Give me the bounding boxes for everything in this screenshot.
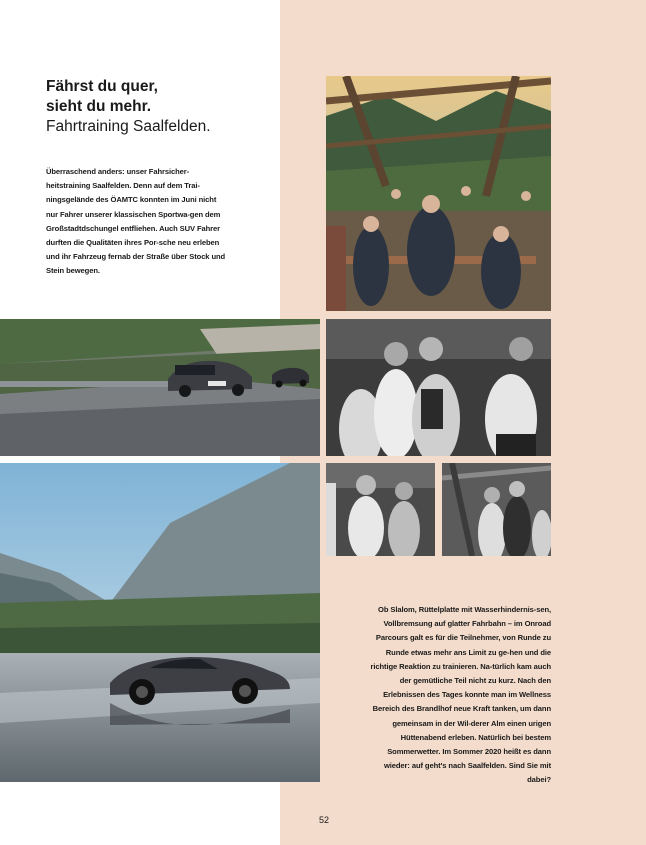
photo-guests-celebrating-bw [326,463,435,556]
headline-line-1: Fährst du quer, [46,78,158,95]
photo-porsche-911-wet-track [0,463,320,782]
photo-men-in-lederhosen-bw [326,319,551,456]
photo-couple-at-hut-bw [442,463,551,556]
photo-porsche-gt3-on-road [0,319,320,456]
page-number: 52 [318,815,329,825]
body-paragraph: Ob Slalom, Rüttelplatte mit Wasserhindernis-sen, Vollbremsung auf glatter Fahrbahn – im Onroad Parcours galt es für die Teilnehmer, von Runde zu Runde etwas mehr ans Limit zu ge-hen und die richtige Reaktion zu trainieren. Na-türlich kam auch der gemütliche Teil nicht zu kurz. Nach den Erlebnissen des Tages konnte man im Wellness Bereich des Brandlhof neue Kraft tanken, um dann gemeinsam in der Wil-derer Alm einen urigen Hüttenabend erleben. Natürlich bei bestem Sommerwetter. Im Sommer 2020 heißt es dann wieder: auf geht's nach Saalfelden. Sind Sie mit dabei? [370,605,551,785]
article-title [46,77,276,137]
article-subtitle: Fahrtraining Saalfelden. [46,118,211,135]
headline-line-2: sieht du mehr. [46,98,152,115]
photo-alpine-terrace-gathering [326,76,551,311]
intro-paragraph: Überraschend anders: unser Fahrsicher-heitstraining Saalfelden. Denn auf dem Trai-ningsgelände des ÖAMTC konnten im Juni nicht nur Fahrer unserer klassischen Sportwa-gen dem Großstadtdschungel entfliehen. Auch SUV Fahrer durften die Qualitäten ihres Por-sche neu erleben und ihr Fahrzeug fernab der Straße über Stock und Stein bewegen. [46,167,226,276]
